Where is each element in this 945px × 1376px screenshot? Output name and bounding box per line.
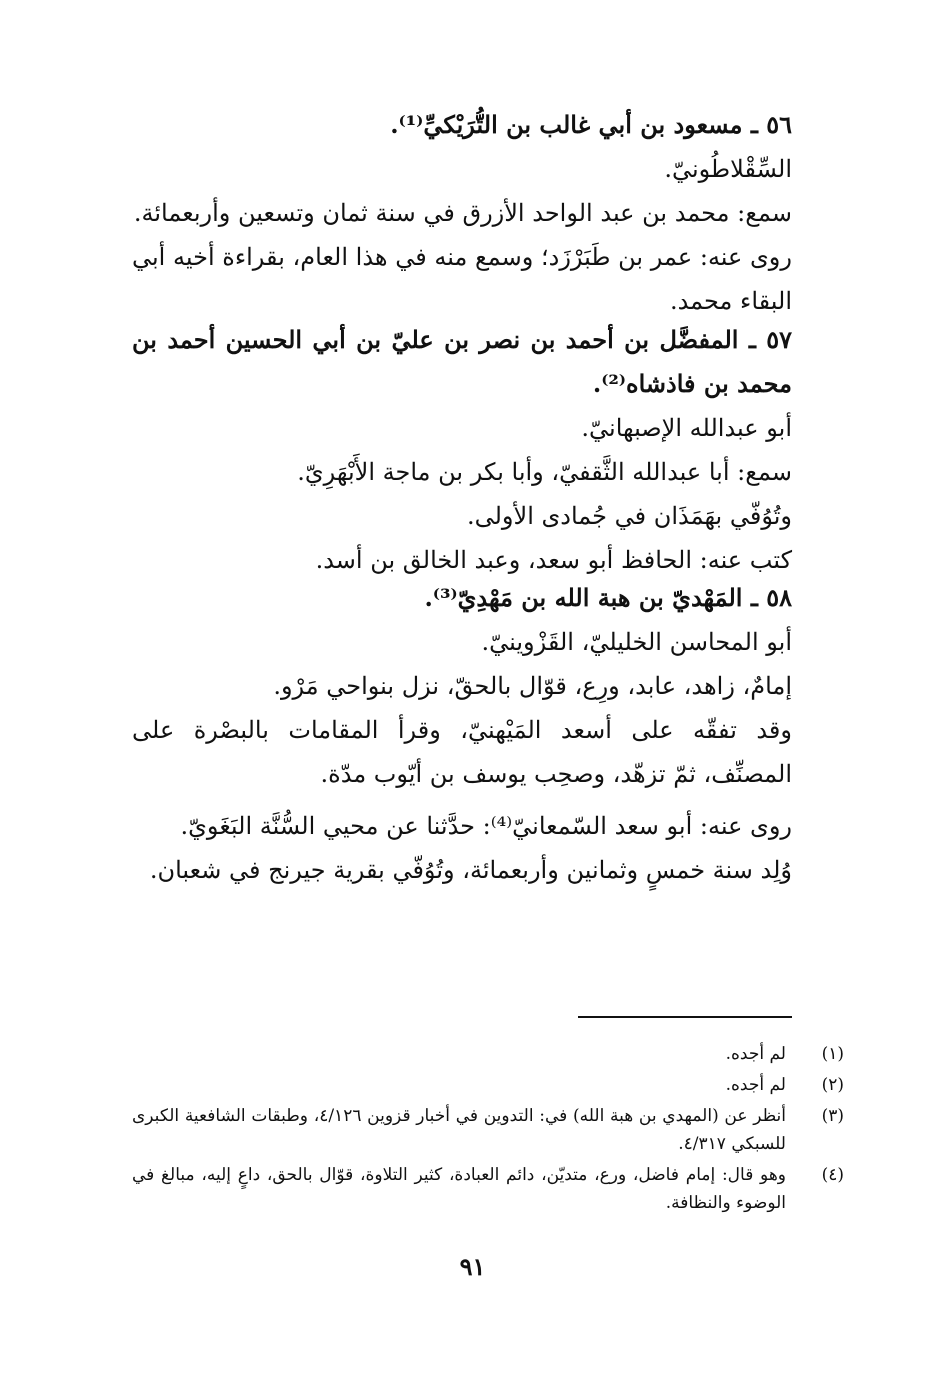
footnote [132, 1102, 844, 1158]
entry-56 [132, 103, 792, 323]
footnote [132, 1161, 844, 1217]
entry-line: وقد تفقّه على أسعد المَيْهنيّ، وقرأ المقامات بالبصْرة على المصنِّف، ثمّ تزهّد، وصحِب يوسف بن أيّوب مدّة. [132, 716, 792, 788]
footnotes [132, 1040, 844, 1220]
footnote-text: لم أجده. [725, 1044, 786, 1064]
footnote [132, 1071, 844, 1099]
entry-line: أبو المحاسن الخليليّ، القَزْوينيّ. [481, 628, 792, 656]
footnote-number: (١) [821, 1044, 844, 1064]
entry-line: وتُوُفّي بهَمَذَان في جُمادى الأولى. [466, 502, 792, 530]
entry-heading: ٥٧ ـ المفضَّل بن أحمد بن نصر بن عليّ بن أبي الحسين أحمد بن محمد بن فاذشاه⁽²⁾. [132, 325, 792, 398]
entry-line: أبو عبدالله الإصبهانيّ. [581, 414, 792, 442]
footnote-text: أنظر عن (المهدي بن هبة الله) في: التدوين في أخبار قزوين ٤/١٢٦، وطبقات الشافعية الكبرى للسبكي ٤/٣١٧. [132, 1106, 786, 1154]
entry-line: كتب عنه: الحافظ أبو سعد، وعبد الخالق بن أسد. [315, 546, 792, 574]
footnote-number: (٤) [821, 1165, 844, 1185]
entry-heading: ٥٦ ـ مسعود بن أبي غالب بن التُّرَيْكيِّ⁽¹⁾. [390, 110, 792, 139]
entry-line: سمع: أبا عبدالله الثَّقفيّ، وأبا بكر بن ماجة الأَبْهَرِيّ. [297, 458, 792, 486]
footnote-number: (٢) [821, 1075, 844, 1095]
entry-heading: ٥٨ ـ المَهْديّ بن هبة الله بن مَهْدِيّ⁽³⁾. [424, 583, 792, 612]
entry-line: إمامٌ، زاهد، عابد، ورِع، قوّال بالحقّ، نزل بنواحي مَرْو. [273, 672, 792, 700]
entry-line: السِّقْلاطُونيّ. [664, 155, 792, 183]
footnote-text: وهو قال: إمام فاضل، ورع، متديّن، دائم العبادة، كثير التلاوة، قوّال بالحق، داعٍ إليه، مبالغ في الوضوء والنظافة. [132, 1165, 786, 1213]
entry-line: سمع: محمد بن عبد الواحد الأزرق في سنة ثمان وتسعين وأربعمائة. [133, 199, 792, 227]
entry-57 [132, 318, 792, 582]
entry-line: روى عنه: أبو سعد السّمعانيّ⁽⁴⁾: حدَّثنا عن محيي السُّنَّة البَغَويّ. [180, 812, 792, 840]
footnote [132, 1040, 844, 1068]
entry-line: وُلِد سنة خمسٍ وثمانين وأربعمائة، وتُوُفّي بقرية جيرنج في شعبان. [149, 856, 792, 884]
footnote-divider [578, 1016, 792, 1018]
page-number: ٩١ [459, 1252, 486, 1281]
entry-58 [132, 576, 792, 892]
footnote-number: (٣) [821, 1106, 844, 1126]
footnote-text: لم أجده. [725, 1075, 786, 1095]
entry-line: روى عنه: عمر بن طَبَرْزَد؛ وسمع منه في هذا العام، بقراءة أخيه أبي البقاء محمد. [132, 243, 792, 315]
